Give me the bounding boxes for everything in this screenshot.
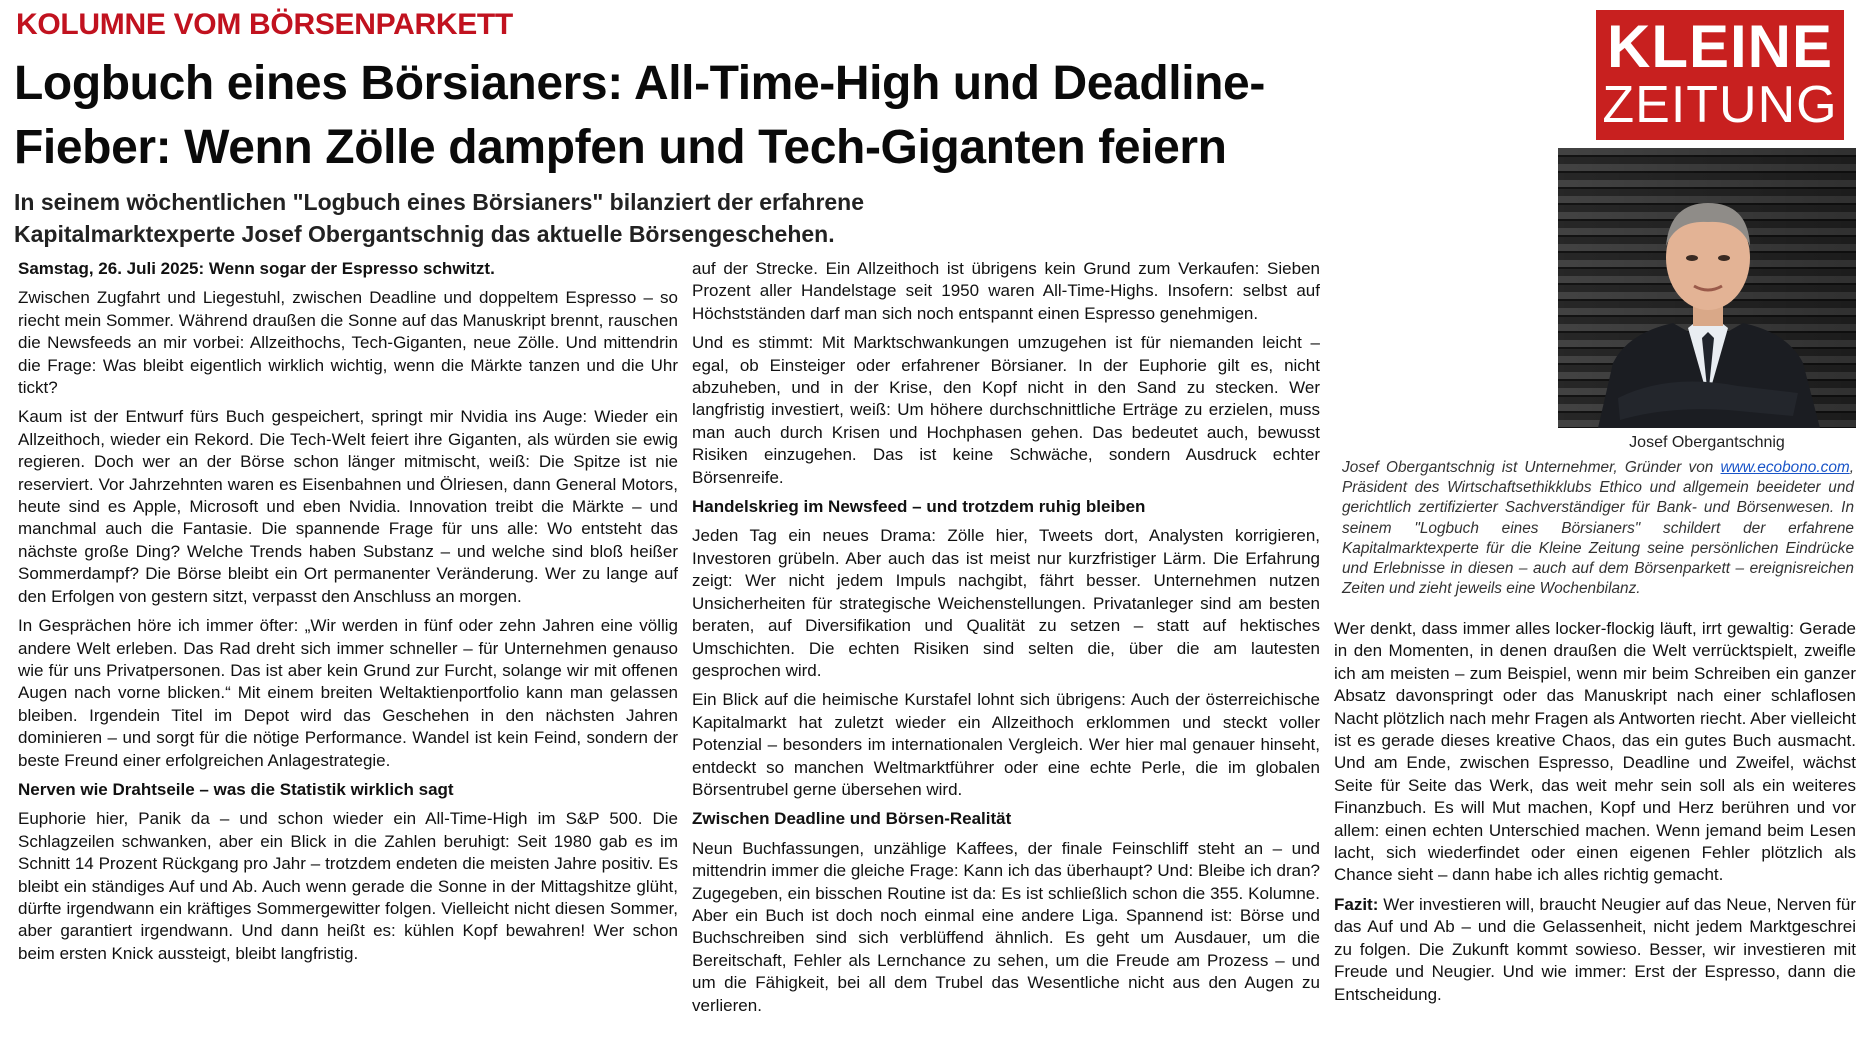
fazit-paragraph (1334, 894, 1856, 1006)
bio-text-before: Josef Obergantschnig ist Unternehmer, Gründer von (1342, 459, 1721, 476)
paragraph: In Gesprächen höre ich immer öfter: „Wir werden in fünf oder zehn Jahren eine völlig andere Welt erleben. Das Rad dreht sich immer schneller – für Unternehmen genauso wie für uns Privatpersonen. Das ist aber kein Grund zur Furcht, solange wir mit offenen Augen nach vorne blicken.“ Mit einem breiten Weltaktienportfolio kann man gelassen bleiben. Irgendein Titel im Depot wird das Geschehen in den nächsten Jahren dominieren – und sorgt für die nötige Performance. Wandel ist kein Feind, sondern der beste Freund einer erfolgreichen Anlagestrategie. (18, 616, 678, 770)
paragraph: Neun Buchfassungen, unzählige Kaffees, der finale Feinschliff steht an – und mittendrin immer die gleiche Frage: Kann ich das überhaupt? Und: Bleibe ich dran? Zugegeben, ein bisschen Routine ist da: Es ist schließlich schon die 355. Kolumne. Aber ein Buch ist doch noch einmal eine andere Liga. Spannend ist: Börse und Buchschreiben sind sich verblüffend ähnlich. Es geht um Ausdauer, um die Bereitschaft, Fehler als Lernchance zu sehen, um die Freude am Prozess – und um die Fähigkeit, bei all dem Trubel das Wesentliche nicht aus den Augen zu verlieren. (692, 838, 1320, 1015)
headline-line-1: Logbuch eines Börsianers: All-Time-High und Deadline- (14, 57, 1265, 110)
logo-line-2: ZEITUNG (1602, 76, 1838, 134)
article-column-3 (1334, 618, 1856, 1013)
bio-text-after: , Präsident des Wirtschaftsethikklubs Ethico und allgemein beeideter und gerichtlich zertifizierter Sachverständiger für Bank- und Börsenwesen. In seinem "Logbuch eines Börsianers" schildert der erfahrene Kapitalmarktexperte für die Kleine Zeitung seine persönlichen Eindrücke und Erlebnisse in diesen – auch auf dem Börsenparkett – ereignisreichen Zeiten und zieht jeweils eine Wochenbilanz. (1342, 459, 1854, 598)
paragraph: auf der Strecke. Ein Allzeithoch ist übrigens kein Grund zum Verkaufen: Sieben Prozent aller Handelstage seit 1950 waren All-Time-Highs. Insofern: selbst auf Höchstständen darf man sich noch entspannt einen Espresso genehmigen. (692, 259, 1320, 323)
ecobono-link[interactable]: www.ecobono.com (1720, 459, 1850, 476)
article-headline (14, 52, 1314, 180)
kleine-zeitung-logo (1596, 10, 1844, 140)
paragraph: Zwischen Zugfahrt und Liegestuhl, zwischen Deadline und doppeltem Espresso – so riecht mein Sommer. Während draußen die Sonne auf das Manuskript brennt, rauschen die Newsfeeds an mir vorbei: Allzeithochs, Tech-Giganten, neue Zölle. Und mittendrin die Frage: Was bleibt eigentlich wirklich wichtig, wenn die Märkte tanzen und die Uhr tickt? (18, 288, 678, 398)
section-heading: Handelskrieg im Newsfeed – und trotzdem ruhig bleiben (692, 497, 1146, 517)
author-photo (1558, 148, 1856, 428)
paragraph: Ein Blick auf die heimische Kurstafel lohnt sich übrigens: Auch der österreichische Kapitalmarkt hat zuletzt wieder ein Allzeithoch erklommen und steckt voller Potenzial – besonders im internationalen Vergleich. Wer hier mal genauer hinseht, entdeckt so manchen Weltmarktführer oder eine echte Perle, die im globalen Börsentrubel gerne übersehen wird. (692, 690, 1320, 799)
paragraph: Kaum ist der Entwurf fürs Buch gespeichert, springt mir Nvidia ins Auge: Wieder ein Allzeithoch, wieder ein Rekord. Die Tech-Welt feiert ihre Giganten, als würden sie ewig regieren. Doch wer an der Börse schon länger mitmischt, weiß: Die Spitze ist nie reserviert. Vor Jahrzehnten waren es Eisenbahnen und Ölriesen, dann General Motors, heute sind es Apple, Microsoft und eben Nvidia. Innovation treibt die Märkte – und manchmal auch die Fantasie. Die spannende Frage für uns alle: Wo entsteht das nächste große Ding? Welche Trends haben Substanz – und welche sind bloß heißer Sommerdampf? Die Börse bleibt ein Ort permanenter Veränderung. Wer zu lange auf den Erfolgen von gestern sitzt, verpasst den Anschluss an morgen. (18, 407, 678, 606)
headline-line-2: Fieber: Wenn Zölle dampfen und Tech-Giganten feiern (14, 121, 1227, 174)
paragraph: Wer denkt, dass immer alles locker-flockig läuft, irrt gewaltig: Gerade in den Momenten, in denen draußen die Welt verrücktspielt, zweifle ich am meisten – zum Beispiel, wenn mir beim Schreiben ein ganzer Absatz davonspringt oder das Manuskript nach einer schlaflosen Nacht plötzlich nach mehr Fragen als Antworten riecht. Aber vielleicht ist es gerade dieses kreative Chaos, das ein gutes Buch ausmacht. Und am Ende, zwischen Espresso, Deadline und Zweifel, wächst Seite für Seite das Werk, das weit mehr sein soll als ein weiteres Finanzbuch. Es will Mut machen, Kopf und Herz berühren und vor allem: einen echten Unterschied machen. Wenn jemand beim Lesen lacht, sich wiederfindet oder einen eigenen Fehler plötzlich als Chance sieht – dann habe ich alles richtig gemacht. (1334, 619, 1856, 885)
logo-line-1: KLEINE (1606, 13, 1834, 80)
article-column-1 (18, 258, 678, 972)
photo-caption: Josef Obergantschnig (1629, 434, 1785, 451)
fazit-text: Wer investieren will, braucht Neugier auf das Neue, Nerven für das Auf und Ab – und die Gelassenheit, nicht jedem Marktgeschrei zu folgen. Die Zukunft kommt sowieso. Besser, wir investieren mit Freude und Neugier. Und wie immer: Erst der Espresso, dann die Entscheidung. (1334, 894, 1856, 1004)
subline-line-2: Kapitalmarktexperte Josef Obergantschnig das aktuelle Börsengeschehen. (14, 221, 835, 247)
paragraph: Und es stimmt: Mit Marktschwankungen umzugehen ist für niemanden leicht – egal, ob Einsteiger oder erfahrener Börsianer. In der Euphorie gilt es, nicht abzuheben, und in der Krise, den Kopf nicht in den Sand zu stecken. Wer langfristig investiert, weiß: Um höhere durchschnittliche Erträge zu erzielen, muss man auch durch Krisen und Hochphasen gehen. Das bedeutet auch, bewusst Risiken einzugehen. Das ist keine Schwäche, sondern Ausdruck echter Börsenreife. (692, 333, 1320, 487)
article-subline (14, 186, 1354, 250)
subline-line-1: In seinem wöchentlichen "Logbuch eines Börsianers" bilanziert der erfahrene (14, 189, 865, 215)
section-heading: Zwischen Deadline und Börsen-Realität (692, 809, 1012, 829)
author-bio (1342, 458, 1854, 599)
paragraph: Jeden Tag ein neues Drama: Zölle hier, Tweets dort, Analysten korrigieren, Investoren grübeln. Aber auch das ist meist nur kurzfristiger Lärm. Die Erfahrung zeigt: Wer nicht jedem Impuls nachgibt, fährt besser. Unternehmen nutzen Unsicherheiten für strategische Weichenstellungen. Privatanleger sind am besten beraten, auf Diversifikation und Qualität zu setzen – statt auf hektisches Umschichten. Die echten Risiken sind selten die, über die am lautesten gesprochen wird. (692, 526, 1320, 680)
date-heading: Samstag, 26. Juli 2025: Wenn sogar der Espresso schwitzt. (18, 259, 495, 278)
section-kicker: KOLUMNE VOM BÖRSENPARKETT (16, 8, 513, 41)
paragraph: Euphorie hier, Panik da – und schon wieder ein All-Time-High im S&P 500. Die Schlagzeilen schwanken, aber ein Blick in die Zahlen beruhigt: Seit 1980 gab es im Schnitt 14 Prozent Rückgang pro Jahr – trotzdem endeten die meisten Jahre positiv. Es bleibt ein ständiges Auf und Ab. Auch wenn gerade die Sonne in der Mittagshitze glüht, dürfte irgendwann ein kräftiges Sommergewitter folgen. Vielleicht nicht diesen Sommer, aber garantiert irgendwann. Und dann heißt es: kühlen Kopf bewahren! Wer schon beim ersten Knick aussteigt, bleibt langfristig. (18, 809, 678, 963)
fazit-label: Fazit: (1334, 894, 1379, 914)
article-column-2 (692, 258, 1320, 1024)
section-heading: Nerven wie Drahtseile – was die Statistik wirklich sagt (18, 779, 454, 799)
